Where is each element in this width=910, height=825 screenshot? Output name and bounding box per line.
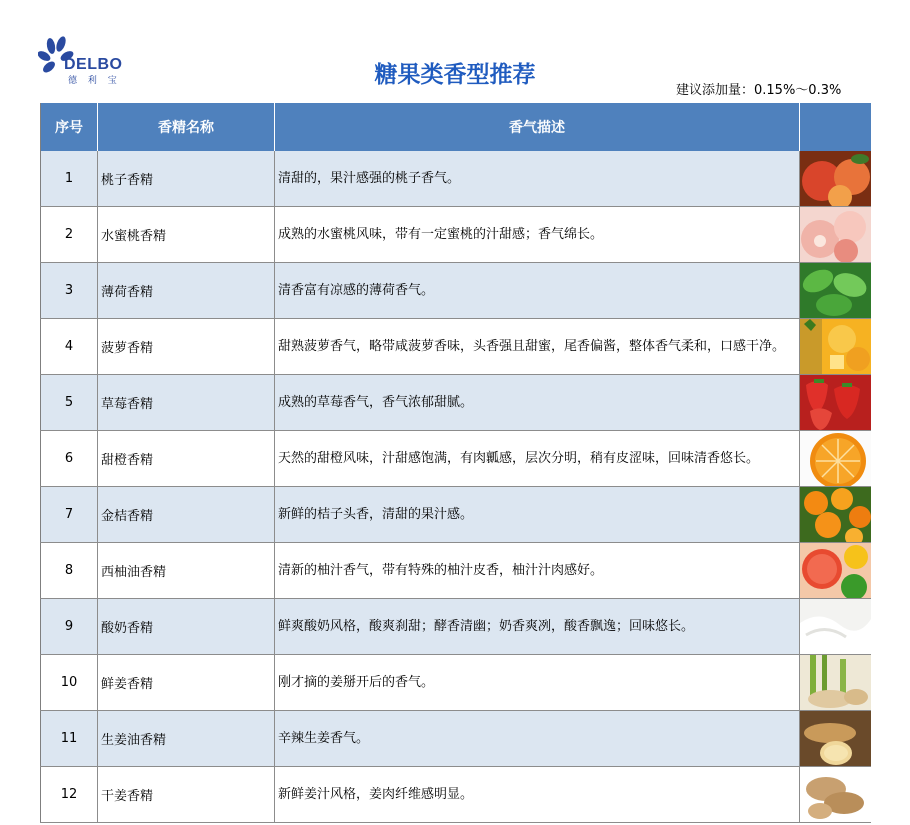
aroma-description: 成熟的草莓香气，香气浓郁甜腻。 [275,375,800,431]
flavor-image-cell [800,711,871,767]
dry-ginger-photo [800,767,871,822]
flavor-name: 酸奶香精 [98,599,275,655]
peach-photo [800,151,871,206]
flavor-name: 西柚油香精 [98,543,275,599]
strawberry-photo [800,375,871,430]
flavor-image-cell [800,319,871,375]
col-header-name: 香精名称 [98,103,275,151]
logo-text: DELBO [64,56,123,73]
flavor-name: 桃子香精 [98,151,275,207]
table-row [41,151,871,207]
dosage-note: 建议添加量：0.15%～0.3% [676,83,842,98]
flavor-name: 干姜香精 [98,767,275,823]
col-header-no: 序号 [41,103,98,151]
flavor-image-cell [800,599,871,655]
aroma-description: 刚才摘的姜掰开后的香气。 [275,655,800,711]
aroma-description: 新鲜的桔子头香，清甜的果汁感。 [275,487,800,543]
fresh-ginger-photo [800,655,871,710]
flavor-image-cell [800,151,871,207]
row-number: 6 [41,431,98,487]
flavor-image-cell [800,655,871,711]
table-row [41,711,871,767]
aroma-description: 辛辣生姜香气。 [275,711,800,767]
flavor-name: 菠萝香精 [98,319,275,375]
col-header-image [800,103,871,151]
table-row [41,431,871,487]
row-number: 8 [41,543,98,599]
flavor-name: 薄荷香精 [98,263,275,319]
flavor-image-cell [800,207,871,263]
yogurt-photo [800,599,871,654]
table-row [41,767,871,823]
table-row [41,319,871,375]
row-number: 11 [41,711,98,767]
flavor-name: 甜橙香精 [98,431,275,487]
table-row [41,655,871,711]
row-number: 5 [41,375,98,431]
aroma-description: 清香富有凉感的薄荷香气。 [275,263,800,319]
orange-photo [800,431,871,486]
page-title: 糖果类香型推荐 [374,62,536,88]
flavor-image-cell [800,487,871,543]
aroma-description: 清新的柚汁香气，带有特殊的柚汁皮香，柚汁汁肉感好。 [275,543,800,599]
honey-peach-photo [800,207,871,262]
table-row [41,207,871,263]
flavor-image-cell [800,543,871,599]
flavor-name: 鲜姜香精 [98,655,275,711]
kumquat-photo [800,487,871,542]
aroma-description: 天然的甜橙风味，汁甜感饱满，有肉瓤感，层次分明，稍有皮涩味，回味清香悠长。 [275,431,800,487]
row-number: 7 [41,487,98,543]
ginger-slices-photo [800,711,871,766]
mint-photo [800,263,871,318]
flavor-image-cell [800,263,871,319]
table-row [41,543,871,599]
flavor-table [40,103,871,823]
grapefruit-photo [800,543,871,598]
table-header [41,103,871,151]
col-header-desc: 香气描述 [275,103,800,151]
row-number: 9 [41,599,98,655]
flavor-image-cell [800,375,871,431]
row-number: 2 [41,207,98,263]
row-number: 10 [41,655,98,711]
aroma-description: 成熟的水蜜桃风味，带有一定蜜桃的汁甜感；香气绵长。 [275,207,800,263]
aroma-description: 清甜的，果汁感强的桃子香气。 [275,151,800,207]
logo-subtext: 德 利 宝 [68,76,121,86]
row-number: 1 [41,151,98,207]
aroma-description: 鲜爽酸奶风格，酸爽刹甜；酵香清幽；奶香爽冽，酸香飘逸；回味悠长。 [275,599,800,655]
table-row [41,375,871,431]
row-number: 12 [41,767,98,823]
table-row [41,487,871,543]
row-number: 3 [41,263,98,319]
aroma-description: 新鲜姜汁风格，姜肉纤维感明显。 [275,767,800,823]
flavor-image-cell [800,767,871,823]
flavor-name: 金桔香精 [98,487,275,543]
pineapple-photo [800,319,871,374]
flavor-name: 草莓香精 [98,375,275,431]
row-number: 4 [41,319,98,375]
table-row [41,263,871,319]
flavor-name: 水蜜桃香精 [98,207,275,263]
table-row [41,599,871,655]
flavor-image-cell [800,431,871,487]
flavor-name: 生姜油香精 [98,711,275,767]
aroma-description: 甜熟菠萝香气，略带咸菠萝香味，头香强且甜蜜，尾香偏酱，整体香气柔和，口感干净。 [275,319,800,375]
